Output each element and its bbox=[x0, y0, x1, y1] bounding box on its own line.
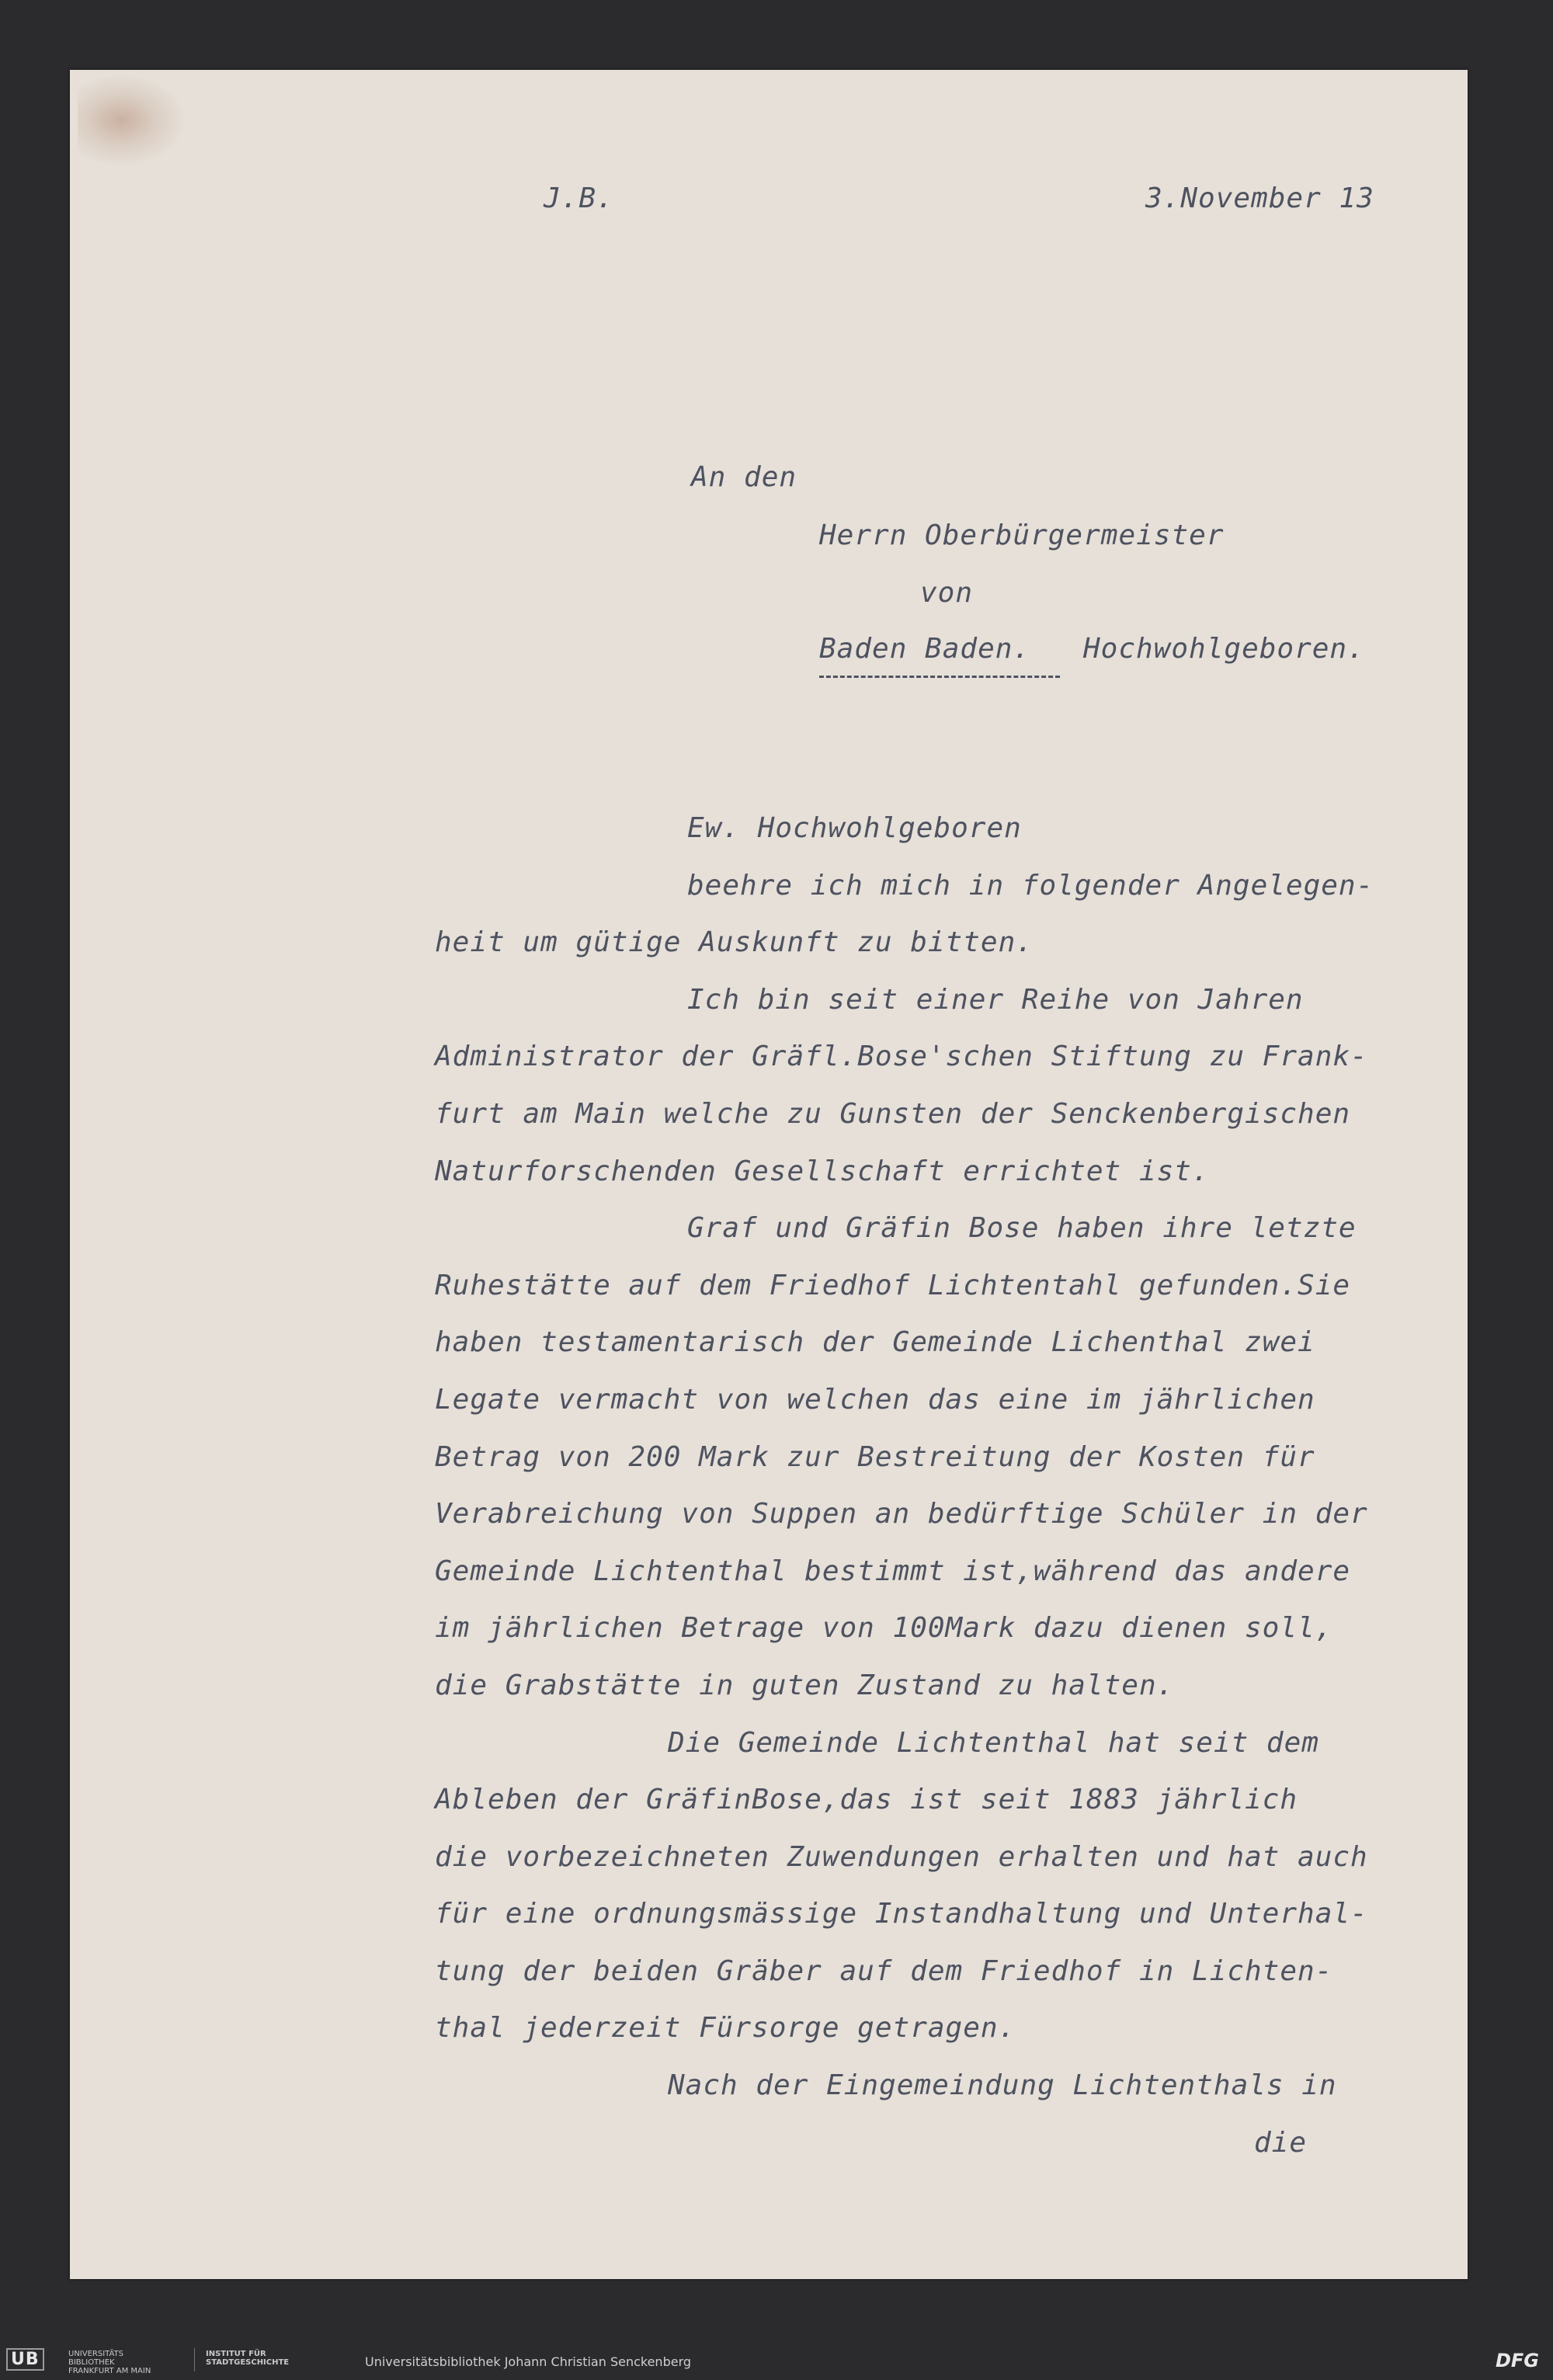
body-line: Nach der Eingemeindung Lichtenthals in bbox=[668, 2069, 1337, 2102]
body-line: furt am Main welche zu Gunsten der Senckenbergischen bbox=[435, 1097, 1351, 1130]
body-line: beehre ich mich in folgender Angelegen- bbox=[687, 869, 1374, 902]
address-line-3: von bbox=[920, 577, 974, 609]
body-line: heit um gütige Auskunft zu bitten. bbox=[435, 926, 1034, 959]
body-line: Gemeinde Lichtenthal bestimmt ist,während das andere bbox=[435, 1555, 1351, 1587]
address-line-2: Herrn Oberbürgermeister bbox=[819, 519, 1225, 551]
body-line: haben testamentarisch der Gemeinde Lichenthal zwei bbox=[435, 1326, 1315, 1359]
header-date: 3.November 13 bbox=[1145, 182, 1374, 214]
salutation: Ew. Hochwohlgeboren bbox=[687, 812, 1022, 844]
dfg-logo: DFG bbox=[1495, 2350, 1539, 2371]
body-line: Legate vermacht von welchen das eine im jährlichen bbox=[435, 1383, 1315, 1416]
library-label: UNIVERSITÄTS BIBLIOTHEK FRANKFURT AM MAIN bbox=[68, 2350, 151, 2375]
catchword: die bbox=[1254, 2126, 1308, 2159]
footer-divider bbox=[194, 2348, 195, 2371]
body-line: Ich bin seit einer Reihe von Jahren bbox=[687, 983, 1304, 1016]
body-line: Graf und Gräfin Bose haben ihre letzte bbox=[687, 1212, 1357, 1245]
body-line: Naturforschenden Gesellschaft errichtet ist. bbox=[435, 1155, 1210, 1187]
body-line: Verabreichung von Suppen an bedürftige Schüler in der bbox=[435, 1498, 1368, 1530]
body-line: thal jederzeit Fürsorge getragen. bbox=[435, 2012, 1016, 2045]
body-line: tung der beiden Gräber auf dem Friedhof in Lichten- bbox=[435, 1954, 1333, 1987]
address-city: Baden Baden. bbox=[819, 633, 1031, 665]
body-line: Ruhestätte auf dem Friedhof Lichtentahl gefunden.Sie bbox=[435, 1269, 1351, 1301]
body-line: Die Gemeinde Lichtenthal hat seit dem bbox=[668, 1726, 1319, 1759]
address-honorific: Hochwohlgeboren. bbox=[1083, 633, 1365, 665]
body-line: im jährlichen Betrage von 100Mark dazu dienen soll, bbox=[435, 1612, 1333, 1645]
city-underline bbox=[819, 676, 1060, 678]
address-line-1: An den bbox=[691, 461, 797, 493]
body-line: Administrator der Gräfl.Bose'schen Stiftung zu Frank- bbox=[435, 1041, 1368, 1073]
body-line: die vorbezeichneten Zuwendungen erhalten und hat auch bbox=[435, 1840, 1368, 1873]
institute-label: INSTITUT FÜR STADTGESCHICHTE bbox=[206, 2350, 290, 2367]
viewer-footer bbox=[0, 2337, 1553, 2380]
header-initials: J.B. bbox=[544, 182, 614, 214]
body-line: Ableben der GräfinBose,das ist seit 1883 jährlich bbox=[435, 1784, 1298, 1816]
body-line: die Grabstätte in guten Zustand zu halten. bbox=[435, 1669, 1175, 1701]
letter-body bbox=[435, 800, 1444, 2171]
corner-stain bbox=[78, 74, 186, 167]
ub-logo: UB bbox=[6, 2348, 44, 2371]
credit-text: Universitätsbibliothek Johann Christian Senckenberg bbox=[365, 2354, 692, 2369]
body-line: für eine ordnungsmässige Instandhaltung und Unterhal- bbox=[435, 1898, 1368, 1930]
body-line: Betrag von 200 Mark zur Bestreitung der Kosten für bbox=[435, 1440, 1315, 1473]
